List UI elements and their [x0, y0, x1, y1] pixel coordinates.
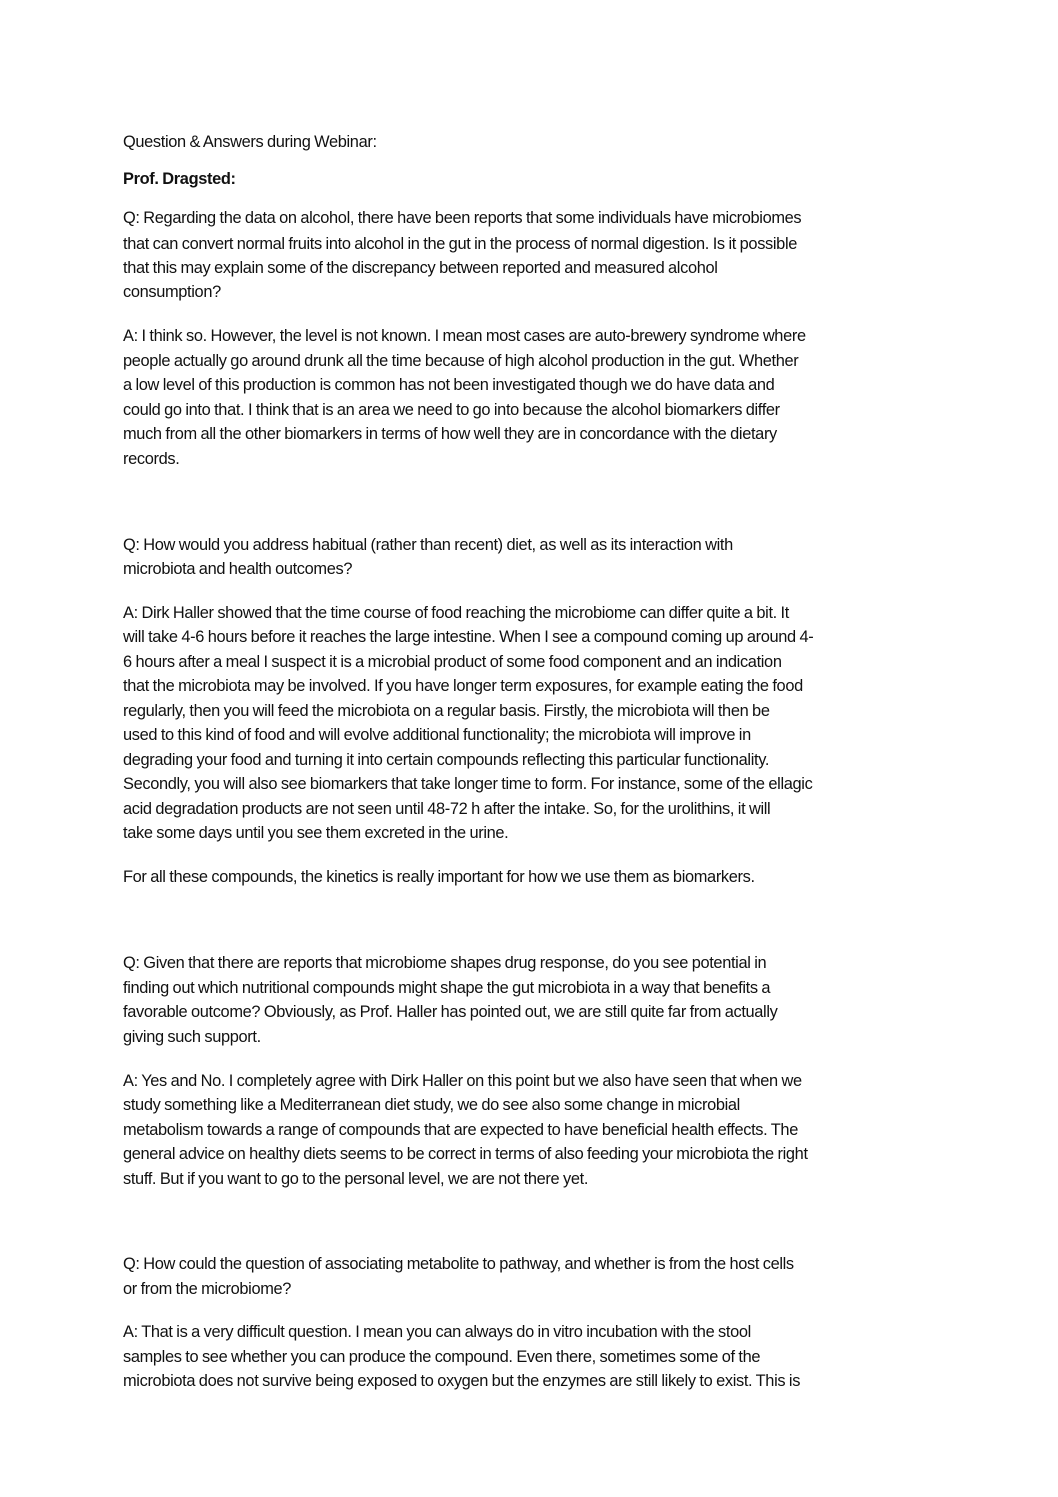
text-line: a low level of this production is common has not been investigated though we do have data and [123, 376, 775, 394]
text-line: favorable outcome? Obviously, as Prof. Haller has pointed out, we are still quite far from actually [123, 1003, 778, 1021]
text-line: 6 hours after a meal I suspect it is a microbial product of some food component and an indication [123, 653, 782, 671]
text-line: take some days until you see them excreted in the urine. [123, 824, 509, 842]
text-line: will take 4-6 hours before it reaches the large intestine. When I see a compound coming up around 4- [123, 628, 814, 646]
text-line: that this may explain some of the discrepancy between reported and measured alcohol [123, 259, 718, 277]
text-line: consumption? [123, 283, 221, 301]
text-line: metabolism towards a range of compounds that are expected to have beneficial health effects. The [123, 1121, 798, 1139]
text-line: A: Dirk Haller showed that the time course of food reaching the microbiome can differ quite a bit. It [123, 604, 789, 622]
document-title: Question & Answers during Webinar: [123, 133, 377, 151]
text-line: general advice on healthy diets seems to be correct in terms of also feeding your microbiota the right [123, 1145, 808, 1163]
text-line: finding out which nutritional compounds might shape the gut microbiota in a way that benefits a [123, 979, 771, 997]
text-line: that can convert normal fruits into alcohol in the gut in the process of normal digestion. Is it possible [123, 235, 797, 253]
text-line: stuff. But if you want to go to the personal level, we are not there yet. [123, 1170, 589, 1188]
text-line: A: That is a very difficult question. I mean you can always do in vitro incubation with the stool [123, 1323, 751, 1341]
speaker-heading: Prof. Dragsted: [123, 170, 236, 188]
text-line: could go into that. I think that is an area we need to go into because the alcohol biomarkers differ [123, 401, 780, 419]
text-line: A: Yes and No. I completely agree with Dirk Haller on this point but we also have seen that when we [123, 1072, 802, 1090]
text-line: Q: Regarding the data on alcohol, there have been reports that some individuals have microbiomes [123, 209, 802, 227]
text-line: Secondly, you will also see biomarkers that take longer time to form. For instance, some of the ellagic [123, 775, 813, 793]
text-line: samples to see whether you can produce the compound. Even there, sometimes some of the [123, 1348, 761, 1366]
text-line: or from the microbiome? [123, 1280, 292, 1298]
text-line: records. [123, 450, 180, 468]
text-line: microbiota does not survive being exposed to oxygen but the enzymes are still likely to exist. This is [123, 1372, 801, 1390]
text-line: much from all the other biomarkers in terms of how well they are in concordance with the dietary [123, 425, 777, 443]
text-line: Q: How could the question of associating metabolite to pathway, and whether is from the host cells [123, 1255, 794, 1273]
text-line: For all these compounds, the kinetics is really important for how we use them as biomarkers. [123, 868, 755, 886]
text-line: regularly, then you will feed the microbiota on a regular basis. Firstly, the microbiota will then be [123, 702, 770, 720]
text-line: used to this kind of food and will evolve additional functionality; the microbiota will improve in [123, 726, 751, 744]
text-line: A: I think so. However, the level is not known. I mean most cases are auto-brewery syndrome where [123, 327, 806, 345]
text-line: giving such support. [123, 1028, 261, 1046]
text-line: microbiota and health outcomes? [123, 560, 353, 578]
text-line: Q: Given that there are reports that microbiome shapes drug response, do you see potential in [123, 954, 767, 972]
text-line: that the microbiota may be involved. If you have longer term exposures, for example eating the food [123, 677, 803, 695]
text-line: people actually go around drunk all the time because of high alcohol production in the gut. Whether [123, 352, 799, 370]
text-line: study something like a Mediterranean diet study, we do see also some change in microbial [123, 1096, 740, 1114]
text-line: acid degradation products are not seen until 48-72 h after the intake. So, for the urolithins, it will [123, 800, 771, 818]
text-line: Q: How would you address habitual (rather than recent) diet, as well as its interaction with [123, 536, 733, 554]
text-line: degrading your food and turning it into certain compounds reflecting this particular functionality. [123, 751, 770, 769]
